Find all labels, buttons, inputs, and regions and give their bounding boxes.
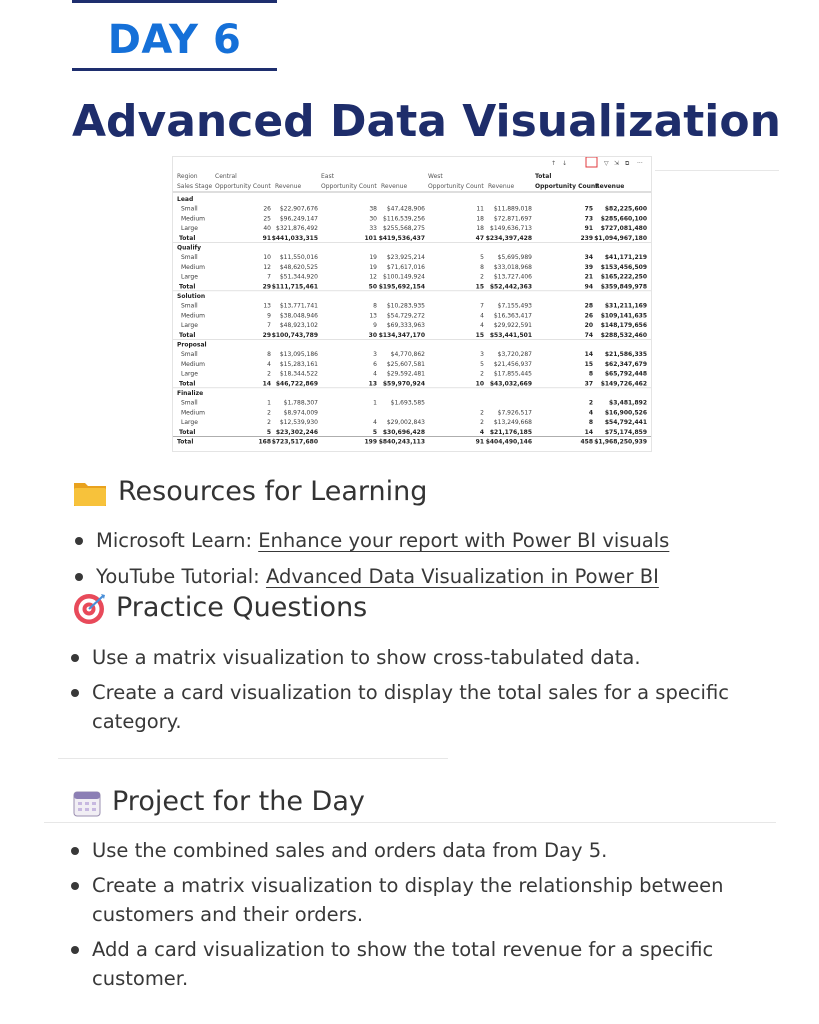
- table-cell: 14: [584, 351, 593, 359]
- table-cell: 11: [476, 205, 484, 213]
- table-cell: 199: [364, 438, 377, 446]
- table-cell: $30,696,428: [382, 428, 425, 436]
- table-cell: $7,926,517: [497, 409, 532, 417]
- table-cell: 75: [584, 205, 593, 213]
- table-cell: $96,249,147: [279, 215, 318, 223]
- row-header-sales-stage: Sales Stage: [177, 183, 213, 190]
- table-cell: $54,792,441: [604, 419, 647, 427]
- table-cell: 29: [262, 331, 271, 339]
- table-cell: $3,720,287: [497, 351, 532, 359]
- project-heading-text: Project for the Day: [112, 786, 365, 817]
- table-cell: $47,428,906: [386, 205, 425, 213]
- table-cell: $359,849,978: [600, 283, 647, 291]
- table-cell: 73: [584, 215, 593, 223]
- table-cell: 74: [584, 331, 593, 339]
- table-cell: 12: [263, 263, 271, 271]
- table-cell: 2: [588, 399, 593, 407]
- table-cell: $100,149,924: [383, 273, 425, 281]
- column-header: Central: [215, 173, 237, 180]
- table-cell: $41,171,219: [604, 254, 647, 262]
- row-label: Large: [181, 225, 198, 233]
- page-title: Advanced Data Visualization: [72, 96, 781, 147]
- grand-total-label: Total: [177, 438, 194, 446]
- row-label: Large: [181, 419, 198, 427]
- row-label: Medium: [181, 409, 205, 417]
- table-cell: 168: [258, 438, 271, 446]
- table-cell: 26: [584, 312, 593, 320]
- table-cell: 4: [373, 370, 377, 378]
- table-cell: 5: [480, 254, 484, 262]
- project-item-text: Use the combined sales and orders data from Day 5.: [92, 839, 608, 862]
- table-cell: $46,722,869: [275, 380, 318, 388]
- table-cell: $149,636,713: [490, 225, 532, 233]
- table-cell: $21,456,937: [493, 360, 532, 368]
- table-cell: $8,974,009: [283, 409, 318, 417]
- calendar-icon: [72, 788, 102, 818]
- practice-item-text: Create a card visualization to display the total sales for a specific category.: [92, 681, 729, 733]
- table-cell: 8: [480, 263, 484, 271]
- table-cell: 47: [475, 234, 484, 242]
- table-cell: 5: [480, 360, 484, 368]
- table-cell: $234,397,428: [485, 234, 532, 242]
- table-cell: 91: [475, 438, 484, 446]
- group-label: Finalize: [177, 390, 204, 397]
- project-item-text: Create a matrix visualization to display the relationship between customers and their orders.: [92, 874, 724, 926]
- table-cell: $116,539,256: [383, 215, 425, 223]
- table-cell: 1: [267, 399, 271, 407]
- table-cell: 21: [584, 273, 593, 281]
- table-cell: 7: [267, 273, 271, 281]
- practice-list: [68, 643, 768, 736]
- table-cell: 458: [580, 438, 593, 446]
- table-cell: 14: [584, 428, 593, 436]
- table-cell: 33: [369, 225, 377, 233]
- row-label: Medium: [181, 215, 205, 223]
- day-bottom-rule: [72, 68, 277, 71]
- table-cell: 91: [262, 234, 271, 242]
- row-label: Total: [179, 331, 196, 339]
- table-cell: 4: [479, 428, 484, 436]
- practice-heading-text: Practice Questions: [116, 592, 368, 623]
- table-cell: 13: [369, 312, 377, 320]
- table-cell: 26: [263, 205, 271, 213]
- list-item: [72, 562, 772, 591]
- table-cell: $29,592,481: [386, 370, 425, 378]
- table-cell: 34: [584, 254, 593, 262]
- table-cell: $69,333,963: [386, 322, 425, 330]
- table-cell: $18,344,522: [279, 370, 318, 378]
- table-cell: $255,568,275: [383, 225, 425, 233]
- table-cell: $16,900,526: [604, 409, 647, 417]
- row-header-region: Region: [177, 173, 198, 180]
- table-cell: $1,788,307: [283, 399, 318, 407]
- table-cell: $727,081,480: [600, 225, 647, 233]
- table-cell: 19: [369, 263, 377, 271]
- table-cell: 101: [364, 234, 377, 242]
- table-cell: 4: [588, 409, 593, 417]
- practice-item-text: Use a matrix visualization to show cross-tabulated data.: [92, 646, 641, 669]
- table-cell: $288,532,460: [600, 331, 647, 339]
- table-cell: $134,347,170: [378, 331, 425, 339]
- resource-link-microsoft-learn[interactable]: Enhance your report with Power BI visuals: [258, 529, 670, 552]
- table-cell: $165,222,250: [600, 273, 647, 281]
- table-cell: 4: [480, 312, 484, 320]
- measure-header: Revenue: [595, 183, 625, 190]
- list-item: [68, 871, 768, 929]
- table-cell: 4: [267, 360, 271, 368]
- table-cell: $321,876,492: [276, 225, 318, 233]
- table-cell: 7: [267, 322, 271, 330]
- table-cell: 5: [372, 428, 377, 436]
- row-label: Small: [181, 302, 198, 310]
- table-cell: $38,048,946: [279, 312, 318, 320]
- table-cell: 25: [263, 215, 271, 223]
- table-cell: $148,179,656: [600, 322, 647, 330]
- list-item: [72, 526, 772, 555]
- group-label: Qualify: [177, 244, 202, 252]
- table-cell: 50: [368, 283, 377, 291]
- table-cell: 15: [475, 283, 484, 291]
- divider: [58, 758, 448, 759]
- table-cell: $75,174,859: [604, 428, 647, 436]
- table-cell: 30: [369, 215, 377, 223]
- table-cell: $48,923,102: [279, 322, 318, 330]
- table-cell: $100,743,789: [271, 331, 318, 339]
- table-cell: $29,002,843: [386, 419, 425, 427]
- table-cell: $23,302,246: [275, 428, 318, 436]
- table-cell: 6: [373, 360, 377, 368]
- table-cell: $441,033,315: [271, 234, 318, 242]
- column-header: East: [321, 173, 334, 180]
- row-label: Large: [181, 273, 198, 281]
- table-cell: 8: [373, 302, 377, 310]
- list-item: [68, 836, 768, 865]
- row-label: Small: [181, 254, 198, 262]
- table-cell: 13: [368, 380, 377, 388]
- table-cell: 9: [373, 322, 377, 330]
- group-label: Proposal: [177, 341, 207, 349]
- list-item: [68, 678, 768, 736]
- table-cell: $723,517,680: [271, 438, 318, 446]
- row-label: Total: [179, 283, 196, 291]
- table-cell: $54,729,272: [386, 312, 425, 320]
- table-cell: $111,715,461: [271, 283, 318, 291]
- resources-heading-text: Resources for Learning: [118, 476, 428, 507]
- table-cell: 30: [368, 331, 377, 339]
- table-cell: $82,225,600: [604, 205, 647, 213]
- table-cell: $21,176,185: [489, 428, 532, 436]
- sort-down-icon[interactable]: ↓: [562, 160, 568, 167]
- table-cell: 1: [373, 399, 377, 407]
- table-cell: $31,211,169: [604, 302, 647, 310]
- table-cell: $840,243,113: [378, 438, 425, 446]
- table-cell: $13,095,186: [279, 351, 318, 359]
- list-item: [68, 935, 768, 993]
- table-cell: 239: [580, 234, 593, 242]
- day-top-rule: [72, 0, 277, 3]
- table-cell: 2: [480, 419, 484, 427]
- resource-prefix: Microsoft Learn:: [96, 529, 259, 552]
- measure-header: Opportunity Count: [535, 183, 599, 190]
- table-cell: $285,660,100: [600, 215, 647, 223]
- column-header: Total: [535, 173, 552, 180]
- table-cell: $22,907,676: [279, 205, 318, 213]
- measure-header: Revenue: [381, 183, 408, 190]
- table-cell: 94: [584, 283, 593, 291]
- table-cell: 8: [588, 419, 593, 427]
- table-cell: $51,344,920: [279, 273, 318, 281]
- sort-up-icon[interactable]: ↑: [551, 160, 557, 167]
- table-cell: $21,586,335: [604, 351, 647, 359]
- table-cell: 2: [267, 370, 271, 378]
- table-cell: 13: [263, 302, 271, 310]
- row-label: Medium: [181, 360, 205, 368]
- focus-mode-icon[interactable]: ⧉: [625, 160, 630, 167]
- resource-prefix: YouTube Tutorial:: [96, 565, 266, 588]
- table-cell: 14: [262, 380, 271, 388]
- divider: [44, 822, 776, 823]
- table-cell: $7,155,493: [497, 302, 532, 310]
- table-cell: $72,871,697: [493, 215, 532, 223]
- group-label: Solution: [177, 293, 206, 300]
- table-cell: 3: [373, 351, 377, 359]
- matrix-table: [173, 157, 651, 451]
- table-cell: 2: [480, 273, 484, 281]
- table-cell: 8: [267, 351, 271, 359]
- table-cell: $17,855,445: [493, 370, 532, 378]
- table-cell: $48,620,525: [279, 263, 318, 271]
- list-item: [68, 643, 768, 672]
- column-header: West: [428, 173, 443, 180]
- visual-header-icons[interactable]: [551, 157, 643, 167]
- row-label: Medium: [181, 312, 205, 320]
- table-cell: $153,456,509: [600, 263, 647, 271]
- table-cell: $52,442,363: [489, 283, 532, 291]
- pin-icon[interactable]: ⇲: [614, 160, 620, 167]
- target-icon: [72, 592, 106, 626]
- more-options-icon[interactable]: ···: [637, 160, 643, 167]
- table-cell: 2: [480, 370, 484, 378]
- table-cell: $419,536,437: [378, 234, 425, 242]
- table-cell: $149,726,462: [600, 380, 647, 388]
- measure-header: Revenue: [275, 183, 302, 190]
- table-cell: 91: [584, 225, 593, 233]
- row-label: Total: [179, 428, 196, 436]
- row-label: Large: [181, 370, 198, 378]
- table-cell: $404,490,146: [485, 438, 532, 446]
- filter-icon[interactable]: ▽: [604, 160, 609, 167]
- measure-header: Revenue: [488, 183, 515, 190]
- table-cell: $3,481,892: [609, 399, 647, 407]
- row-label: Medium: [181, 263, 205, 271]
- table-cell: 39: [584, 263, 593, 271]
- matrix-visual[interactable]: [172, 156, 652, 452]
- table-cell: $62,347,679: [604, 360, 647, 368]
- project-item-text: Add a card visualization to show the total revenue for a specific customer.: [92, 938, 714, 990]
- table-cell: $43,032,669: [489, 380, 532, 388]
- table-cell: $4,770,862: [390, 351, 425, 359]
- table-cell: 2: [267, 419, 271, 427]
- table-cell: 7: [480, 302, 484, 310]
- table-cell: 10: [263, 254, 271, 262]
- table-cell: $13,727,406: [493, 273, 532, 281]
- row-label: Small: [181, 205, 198, 213]
- table-cell: 37: [584, 380, 593, 388]
- project-list: [68, 836, 768, 993]
- table-cell: 3: [480, 351, 484, 359]
- table-cell: 40: [263, 225, 271, 233]
- table-cell: $1,968,250,939: [594, 438, 647, 446]
- table-cell: 2: [480, 409, 484, 417]
- drill-mode-icon[interactable]: [586, 157, 597, 167]
- table-cell: $59,970,924: [382, 380, 425, 388]
- table-cell: 4: [373, 419, 377, 427]
- measure-header: Opportunity Count: [321, 183, 377, 190]
- table-cell: $15,283,161: [279, 360, 318, 368]
- table-cell: 18: [476, 215, 484, 223]
- table-cell: $65,792,448: [604, 370, 647, 378]
- table-cell: 12: [369, 273, 377, 281]
- project-heading: [72, 785, 365, 819]
- table-cell: 10: [475, 380, 484, 388]
- row-label: Large: [181, 322, 198, 330]
- folder-icon: [72, 478, 108, 508]
- measure-header: Opportunity Count: [215, 183, 271, 190]
- group-label: Lead: [177, 196, 194, 203]
- resource-link-youtube[interactable]: Advanced Data Visualization in Power BI: [265, 565, 659, 588]
- table-cell: 20: [584, 322, 593, 330]
- table-cell: $23,925,214: [386, 254, 425, 262]
- day-label: DAY 6: [107, 17, 242, 63]
- divider: [655, 170, 779, 171]
- practice-heading: [72, 591, 367, 626]
- table-cell: $109,141,635: [600, 312, 647, 320]
- table-cell: $33,018,968: [493, 263, 532, 271]
- measure-header: Opportunity Count: [428, 183, 484, 190]
- table-cell: $13,249,668: [493, 419, 532, 427]
- table-cell: 2: [267, 409, 271, 417]
- table-cell: $16,363,417: [493, 312, 532, 320]
- resources-heading: [72, 475, 427, 509]
- table-cell: $71,617,016: [386, 263, 425, 271]
- row-label: Total: [179, 234, 196, 242]
- table-cell: 19: [369, 254, 377, 262]
- table-cell: $1,094,967,180: [594, 234, 647, 242]
- row-label: Small: [181, 351, 198, 359]
- table-cell: 9: [267, 312, 271, 320]
- table-cell: 15: [584, 360, 593, 368]
- resources-list: [72, 526, 772, 591]
- table-cell: $11,889,018: [493, 205, 532, 213]
- table-cell: $53,441,501: [489, 331, 532, 339]
- table-cell: $10,283,935: [386, 302, 425, 310]
- table-cell: 38: [369, 205, 377, 213]
- row-label: Total: [179, 380, 196, 388]
- table-cell: $1,693,585: [390, 399, 425, 407]
- table-cell: 18: [476, 225, 484, 233]
- table-cell: $13,771,741: [279, 302, 318, 310]
- table-cell: 15: [475, 331, 484, 339]
- row-label: Small: [181, 399, 198, 407]
- table-cell: 5: [266, 428, 271, 436]
- table-cell: $11,550,016: [279, 254, 318, 262]
- table-cell: $29,922,591: [493, 322, 532, 330]
- table-cell: 28: [584, 302, 593, 310]
- table-cell: 8: [588, 370, 593, 378]
- table-cell: $12,539,930: [279, 419, 318, 427]
- table-cell: $5,695,989: [497, 254, 532, 262]
- table-cell: $195,692,154: [378, 283, 425, 291]
- table-cell: 4: [480, 322, 484, 330]
- table-cell: $25,607,581: [386, 360, 425, 368]
- table-cell: 29: [262, 283, 271, 291]
